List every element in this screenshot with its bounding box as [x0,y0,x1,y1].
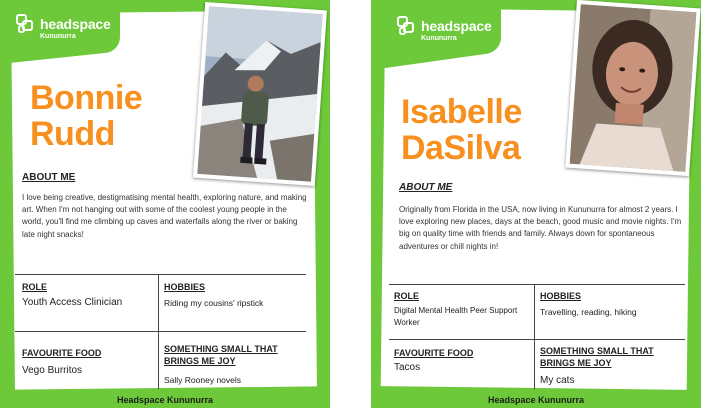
about-heading: ABOUT ME [22,172,76,183]
profile-card-bonnie [0,0,330,408]
headspace-logo-icon [16,14,36,34]
info-grid [389,284,685,388]
joy-heading: SOMETHING SMALL THAT BRINGS ME JOY [540,346,654,368]
last-name: DaSilva [401,129,521,167]
first-name: Isabelle [401,93,522,131]
profile-photo [565,0,700,176]
joy-value: My cats [540,375,575,386]
joy-heading: SOMETHING SMALL THAT BRINGS ME JOY [164,344,278,366]
grid-divider-vertical [534,285,535,389]
brand-logo [16,14,111,40]
food-heading: FAVOURITE FOOD [22,348,102,358]
brand-location: Kununurra [40,33,76,40]
food-value: Tacos [394,362,421,373]
brand-name: headspace [40,16,111,32]
about-heading: ABOUT ME [399,182,453,193]
grid-divider-horizontal [389,339,685,340]
hobbies-heading: HOBBIES [540,291,582,301]
about-text: I love being creative, destigmatising mental health, exploring nature, and making art. When I'm not hanging out with some of the coolest young people in the world, you'll find me climbing up caves and waterfalls along the river or baking late night snacks! [22,193,307,239]
person-name [30,80,142,152]
headspace-logo-icon [397,16,417,36]
first-name: Bonnie [30,79,143,117]
role-value: Youth Access Clinician [22,297,123,308]
role-heading: ROLE [22,282,48,292]
person-name [401,94,522,166]
role-value: Digital Mental Health Peer Support Worker [394,306,518,327]
hobbies-value: Travelling, reading, hiking [540,307,637,317]
food-value: Vego Burritos [22,365,83,376]
brand-logo [397,16,492,42]
hobbies-value: Riding my cousins' ripstick [164,298,264,308]
brand-location: Kununurra [421,35,457,42]
info-grid [15,274,306,388]
profile-card-isabelle [371,0,701,408]
joy-value: Sally Rooney novels [164,375,242,385]
card-footer: Headspace Kununurra [487,395,585,405]
card-footer: Headspace Kununurra [116,395,214,405]
profile-photo [193,2,327,186]
role-heading: ROLE [394,291,420,301]
hobbies-heading: HOBBIES [164,282,206,292]
brand-name: headspace [421,18,492,34]
last-name: Rudd [30,115,115,153]
about-text: Originally from Florida in the USA, now living in Kununurra for almost 2 years. I love exploring new places, days at the beach, good music and movie nights. I'm big on quality time with friends and family. Always down for spontaneous adventures or chill nights in! [399,205,682,251]
grid-divider-vertical [158,275,159,389]
grid-divider-horizontal [15,331,306,332]
food-heading: FAVOURITE FOOD [394,348,474,358]
